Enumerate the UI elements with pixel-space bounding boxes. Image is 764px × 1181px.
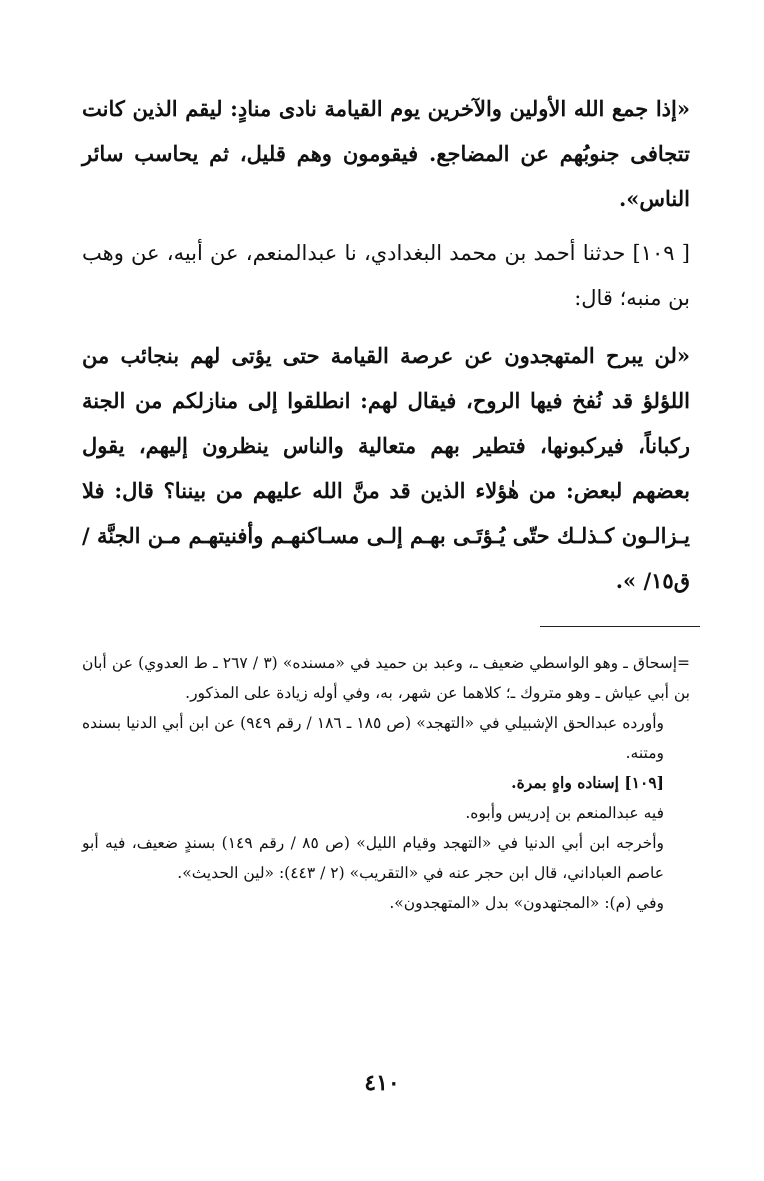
quote-paragraph-1: «إذا جمع الله الأولين والآخرين يوم القيامة نادى منادٍ: ليقم الذين كانت تتجافى جنوبُهم عن المضاجع. فيقومون وهم قليل، ثم يحاسب سائر الناس». bbox=[82, 96, 690, 211]
footnotes bbox=[82, 648, 690, 918]
footnote-109-takhrij: وأخرجه ابن أبي الدنيا في «التهجد وقيام الليل» (ص ٨٥ / رقم ١٤٩) بسندٍ ضعيف، فيه أبو عاصم العباداني، قال ابن حجر عنه في «التقريب» (٢ / ٤٤٣): «لين الحديث». bbox=[82, 834, 664, 882]
isnad-paragraph-109: [ ١٠٩] حدثنا أحمد بن محمد البغدادي، نا عبدالمنعم، عن أبيه، عن وهب بن منبه؛ قال: bbox=[82, 241, 690, 310]
footnote-109-grade: [١٠٩] إسناده واهٍ بمرة. bbox=[511, 773, 664, 792]
quote-paragraph-2: «لن يبرح المتهجدون عن عرصة القيامة حتى يؤتى لهم بنجائب من اللؤلؤ قد نُفخ فيها الروح، فيقال لهم: انطلقوا إلى منازلكم من الجنة ركباناً، فيركبونها، فتطير بهم متعالية والناس ينظرون إليهم، يقول بعضهم لبعض: من هٰؤلاء الذين قد منَّ الله عليهم من بيننا؟ قال: فلا يـزالـون كـذلـك حتّى يُـؤتَـى بهـم إلـى مسـاكنهـم وأفنيتهـم مـن الجنَّة / ق١٥/ ». bbox=[82, 343, 690, 593]
page-number: ٤١٠ bbox=[364, 1070, 400, 1096]
footnote-divider bbox=[540, 626, 700, 627]
footnote-abdulhaq: وأورده عبدالحق الإشبيلي في «التهجد» (ص ١٨٥ ـ ١٨٦ / رقم ٩٤٩) عن ابن أبي الدنيا بسنده ومتنه. bbox=[82, 714, 664, 762]
footnote-continuation: =إسحاق ـ وهو الواسطي ضعيف ـ، وعبد بن حميد في «مسنده» (٣ / ٢٦٧ ـ ط العدوي) عن أبان بن أبي عياش ـ وهو متروك ـ؛ كلاهما عن شهر، به، وفي أوله زيادة على المذكور. bbox=[82, 654, 691, 702]
main-text bbox=[82, 86, 690, 603]
footnote-109-variant: وفي (م): «المجتهدون» بدل «المتهجدون». bbox=[389, 894, 664, 912]
footnote-109-narrators: فيه عبدالمنعم بن إدريس وأبوه. bbox=[465, 804, 664, 822]
